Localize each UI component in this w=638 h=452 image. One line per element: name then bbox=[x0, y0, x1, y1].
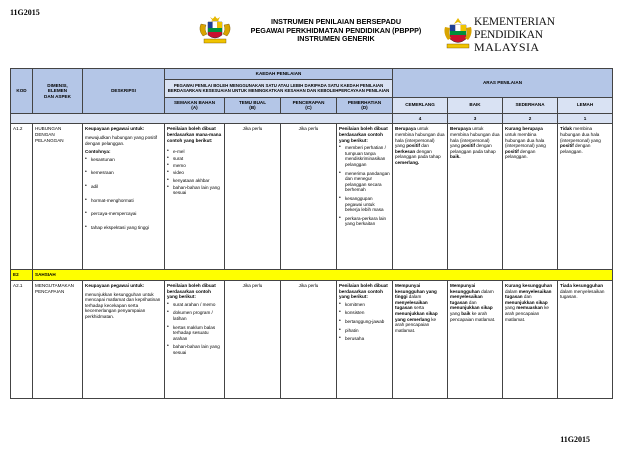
evaluation-table bbox=[10, 68, 613, 399]
level-cemerlang: Berupaya untuk membina hubungan dua hala (interpersonal) yang positif dan berkesan dengan pelanggan pada tahap cemerlang. bbox=[393, 124, 448, 270]
list-item: • kertas maklum balas terhadap sesuatu arahan bbox=[167, 325, 222, 342]
header-cemerlang: CEMERLANG bbox=[393, 97, 448, 113]
list-item: • berusaha bbox=[339, 336, 390, 342]
row-code: A1.2 bbox=[11, 124, 33, 270]
list-item: • konsisten bbox=[339, 310, 390, 316]
kpm-emblem-icon bbox=[444, 16, 472, 56]
description-list bbox=[85, 157, 162, 231]
section-row bbox=[11, 270, 613, 281]
document-title bbox=[236, 18, 436, 44]
list-item: • surat bbox=[167, 156, 222, 162]
method-list bbox=[339, 302, 390, 342]
list-item: • tahap ekspektasi yang tinggi bbox=[85, 225, 162, 231]
header-pencerapan: PENCERAPAN (C) bbox=[281, 97, 337, 113]
list-item: • menerima pandangan dan menegur pelanggan secara berhemah bbox=[339, 171, 390, 193]
document-code-bottom: 11G2015 bbox=[560, 435, 590, 444]
header-kaedah-note bbox=[165, 79, 393, 97]
level-lemah: Tidak membina hubungan dua hala (interpersonal) yang positif dengan pelanggan. bbox=[558, 124, 613, 270]
method-title: Penilaian boleh dibuat berdasarkan contoh yang berikut: bbox=[339, 126, 388, 143]
method-title: Penilaian boleh dibuat berdasarkan mana-mana contoh yang berikut: bbox=[167, 126, 222, 143]
row-dimension: HUBUNGAN DENGAN PELANGGAN bbox=[33, 124, 83, 270]
list-item: • pihatin bbox=[339, 328, 390, 334]
list-item: • e-mel bbox=[167, 149, 222, 155]
header-pemerhatian: PEMERHATIAN (D) bbox=[337, 97, 393, 113]
malaysia-coat-of-arms-icon bbox=[196, 14, 234, 46]
method-pemerhatian bbox=[337, 280, 393, 398]
section-code: E2 bbox=[11, 270, 33, 281]
header-lemah: LEMAH bbox=[558, 97, 613, 113]
method-semakan-bahan bbox=[165, 280, 225, 398]
kpm-logo bbox=[444, 16, 584, 60]
kpm-line-1: KEMENTERIAN bbox=[474, 16, 555, 28]
list-item: • memberi perhatian / tumpuan tanpa mendiskriminasikan pelanggan bbox=[339, 145, 390, 167]
header-kaedah-penilaian: KAEDAH PENILAIAN bbox=[165, 69, 393, 80]
level-sederhana: Kurang kesungguhan dalam menyelesaikan tugasan dan menunjukkan sikap yang memuaskan ke arah pencapaian matlamat. bbox=[503, 280, 558, 398]
list-item: • kesantunan bbox=[85, 157, 162, 163]
header-deskripsi: DESKRIPSI bbox=[83, 69, 165, 114]
list-item: • adil bbox=[85, 184, 162, 190]
method-title: Penilaian boleh dibuat berdasarkan contoh yang berikut: bbox=[167, 282, 216, 300]
document-code-top: 11G2015 bbox=[10, 8, 40, 17]
header-score-1: 1 bbox=[558, 113, 613, 124]
header-score-2: 2 bbox=[503, 113, 558, 124]
level-sederhana: Kurang berupaya untuk membina hubungan dua hala (interpersonal) yang positif dengan pelanggan. bbox=[503, 124, 558, 270]
list-item: • bahan-bahan lain yang sesuai bbox=[167, 344, 222, 355]
list-item: • memo bbox=[167, 163, 222, 169]
method-list bbox=[339, 145, 390, 227]
list-item: • komitmen bbox=[339, 302, 390, 308]
method-list bbox=[167, 302, 222, 356]
header-temu-bual: TEMU BUAL (B) bbox=[225, 97, 281, 113]
list-item: • dokumen program / latihan bbox=[167, 310, 222, 321]
list-item: • video bbox=[167, 170, 222, 176]
header-semakan-bahan: SEMAKAN BAHAN (A) bbox=[165, 97, 225, 113]
header-score-4: 4 bbox=[393, 113, 448, 124]
kpm-wordmark bbox=[474, 16, 555, 54]
table-row bbox=[11, 280, 613, 398]
description-example-label: Contohnya: bbox=[85, 149, 111, 155]
method-list bbox=[167, 149, 222, 196]
title-line-2: PEGAWAI PERKHIDMATAN PENDIDIKAN (PBPPP) bbox=[250, 25, 422, 35]
table-row bbox=[11, 124, 613, 270]
row-dimension: MENGUTAMAKAN PENCAPAIAN bbox=[33, 280, 83, 398]
level-lemah: Tiada kesungguhan dalam menyelesaikan tugasan. bbox=[558, 280, 613, 398]
row-code: A2.1 bbox=[11, 280, 33, 398]
header-spacer bbox=[11, 113, 393, 124]
description-title: Keupayaan pegawai untuk: bbox=[85, 126, 145, 132]
method-temu-bual: Jika perlu bbox=[225, 280, 281, 398]
header-score-3: 3 bbox=[448, 113, 503, 124]
row-description bbox=[83, 280, 165, 398]
method-title: Penilaian boleh dibuat berdasarkan contoh yang berikut: bbox=[339, 282, 388, 300]
list-item: • bertanggung-jawab bbox=[339, 319, 390, 325]
method-pencerapan: Jika perlu bbox=[281, 280, 337, 398]
method-temu-bual: Jika perlu bbox=[225, 124, 281, 270]
list-item: • kemesraan bbox=[85, 170, 162, 176]
method-pencerapan: Jika perlu bbox=[281, 124, 337, 270]
kaedah-note-text: PEGAWAI PENILAI BOLEH MENGGUNAKAN SATU ATAU LEBIH DARIPADA SATU KAEDAH PENILAIAN BERDASARKAN KESESUAIAN UNTUK MENINGKATKAN KESAHAN DAN KEBOLEHPERCAYAAN PENILAIAN bbox=[167, 82, 390, 94]
method-pemerhatian bbox=[337, 124, 393, 270]
header-baik: BAIK bbox=[448, 97, 503, 113]
header-dimensi: DIMENSI, ELEMEN DAN ASPEK bbox=[33, 69, 83, 114]
kpm-line-3: MALAYSIA bbox=[474, 40, 540, 54]
level-baik: Mempunyai kesungguhan dalam menyelesaikan tugasan dan menunjukkan sikap yang baik ke arah pencapaian matlamat. bbox=[448, 280, 503, 398]
header-kod: KOD bbox=[11, 69, 33, 114]
row-description bbox=[83, 124, 165, 270]
header-sederhana: SEDERHANA bbox=[503, 97, 558, 113]
list-item: • percaya-mempercayai bbox=[85, 211, 162, 217]
description-title: Keupayaan pegawai untuk: bbox=[85, 282, 145, 288]
header-aras-penilaian: ARAS PENILAIAN bbox=[393, 69, 613, 98]
title-line-3: INSTRUMEN GENERIK bbox=[297, 34, 375, 44]
level-cemerlang: Mempunyai kesungguhan yang tinggi dalam menyelesaikan tugasan serta menunjukkan sikap yang cemerlang ke arah pencapaian matlamat. bbox=[393, 280, 448, 398]
method-semakan-bahan bbox=[165, 124, 225, 270]
list-item: • hormat-menghormati bbox=[85, 198, 162, 204]
title-line-1: INSTRUMEN PENILAIAN BERSEPADU bbox=[270, 17, 402, 26]
kpm-line-2: PENDIDIKAN bbox=[474, 28, 543, 41]
section-label: SAHSIAH bbox=[33, 270, 613, 281]
list-item: • surat arahan / memo bbox=[167, 302, 222, 308]
description-body: menunjukkan kesungguhan untuk mencapai matlamat dan keprihatinan terhadap kecekapan serta kecemerlangan penyampaian perkhidmatan. bbox=[85, 291, 161, 319]
list-item: • kenyataan akhbar bbox=[167, 178, 222, 184]
description-body: mewujudkan hubungan yang positif dengan pelanggan. bbox=[85, 134, 158, 146]
list-item: • perkara-perkara lain yang berkaitan bbox=[339, 216, 390, 227]
level-baik: Berupaya untuk membina hubungan dua hala (interpersonal) yang positif dengan pelanggan pada tahap baik. bbox=[448, 124, 503, 270]
list-item: • bahan-bahan lain yang sesuai bbox=[167, 185, 222, 196]
list-item: • kesanggupan pegawai untuk bekerja lebih masa bbox=[339, 196, 390, 213]
